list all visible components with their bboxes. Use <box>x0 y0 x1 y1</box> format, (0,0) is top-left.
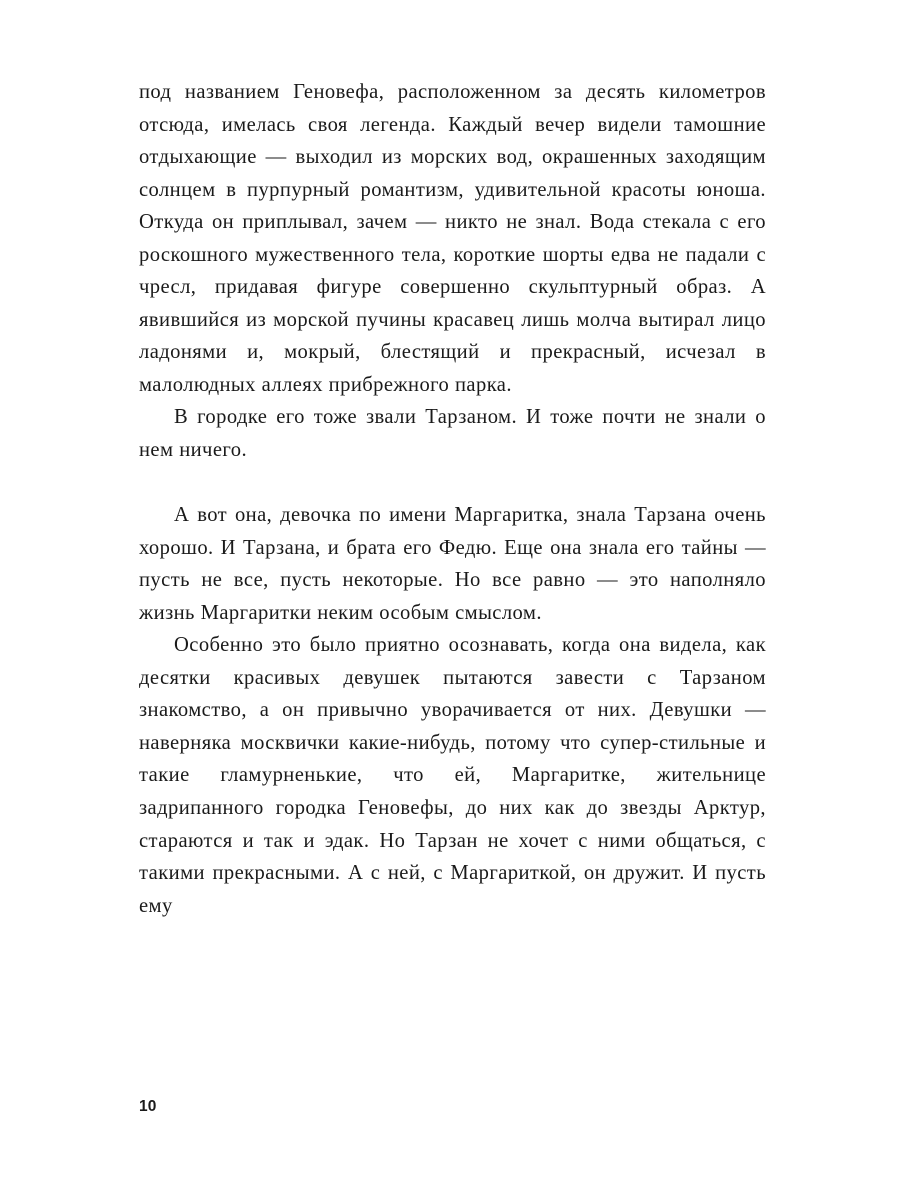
paragraph-tarzan-name: В городке его тоже звали Тарзаном. И тоже почти не знали о нем ничего. <box>139 406 766 462</box>
paragraph-especially: Особенно это было приятно осознавать, когда она видела, как десятки красивых девушек пытаются завести с Тарзаном знакомство, а он привычно уворачивается от них. Девушки — наверняка москвички какие-нибудь, потому что супер-стильные и такие гламурненькие, что ей, Маргаритке, жительнице задрипанного городка Геновефы, до них как до звезды Арктур, стараются и так и эдак. Но Тарзан не хочет с ними общаться, с такими прекрасными. А с ней, с Маргариткой, он дружит. И пусть ему <box>139 634 766 917</box>
text-column <box>139 76 766 922</box>
paragraph-break-spacer <box>139 467 766 500</box>
page-number: 10 <box>139 1098 157 1115</box>
paragraph-margaritka: А вот она, девочка по имени Маргаритка, знала Тарзана очень хорошо. И Тарзана, и брата его Федю. Еще она знала его тайны — пусть не все, пусть некоторые. Но все равно — это наполняло жизнь Маргаритки неким особым смыслом. <box>139 504 766 624</box>
paragraph-continuation: под названием Геновефа, расположенном за десять километров отсюда, имелась своя легенда. Каждый вечер видели тамошние отдыхающие — выходил из морских вод, окрашенных заходящим солнцем в пурпурный романтизм, удивительной красоты юноша. Откуда он приплывал, зачем — никто не знал. Вода стекала с его роскошного мужественного тела, короткие шорты едва не падали с чресл, придавая фигуре совершенно скульптурный образ. А явившийся из морской пучины красавец лишь молча вытирал лицо ладонями и, мокрый, блестящий и прекрасный, исчезал в малолюдных аллеях прибрежного парка. <box>139 81 766 396</box>
